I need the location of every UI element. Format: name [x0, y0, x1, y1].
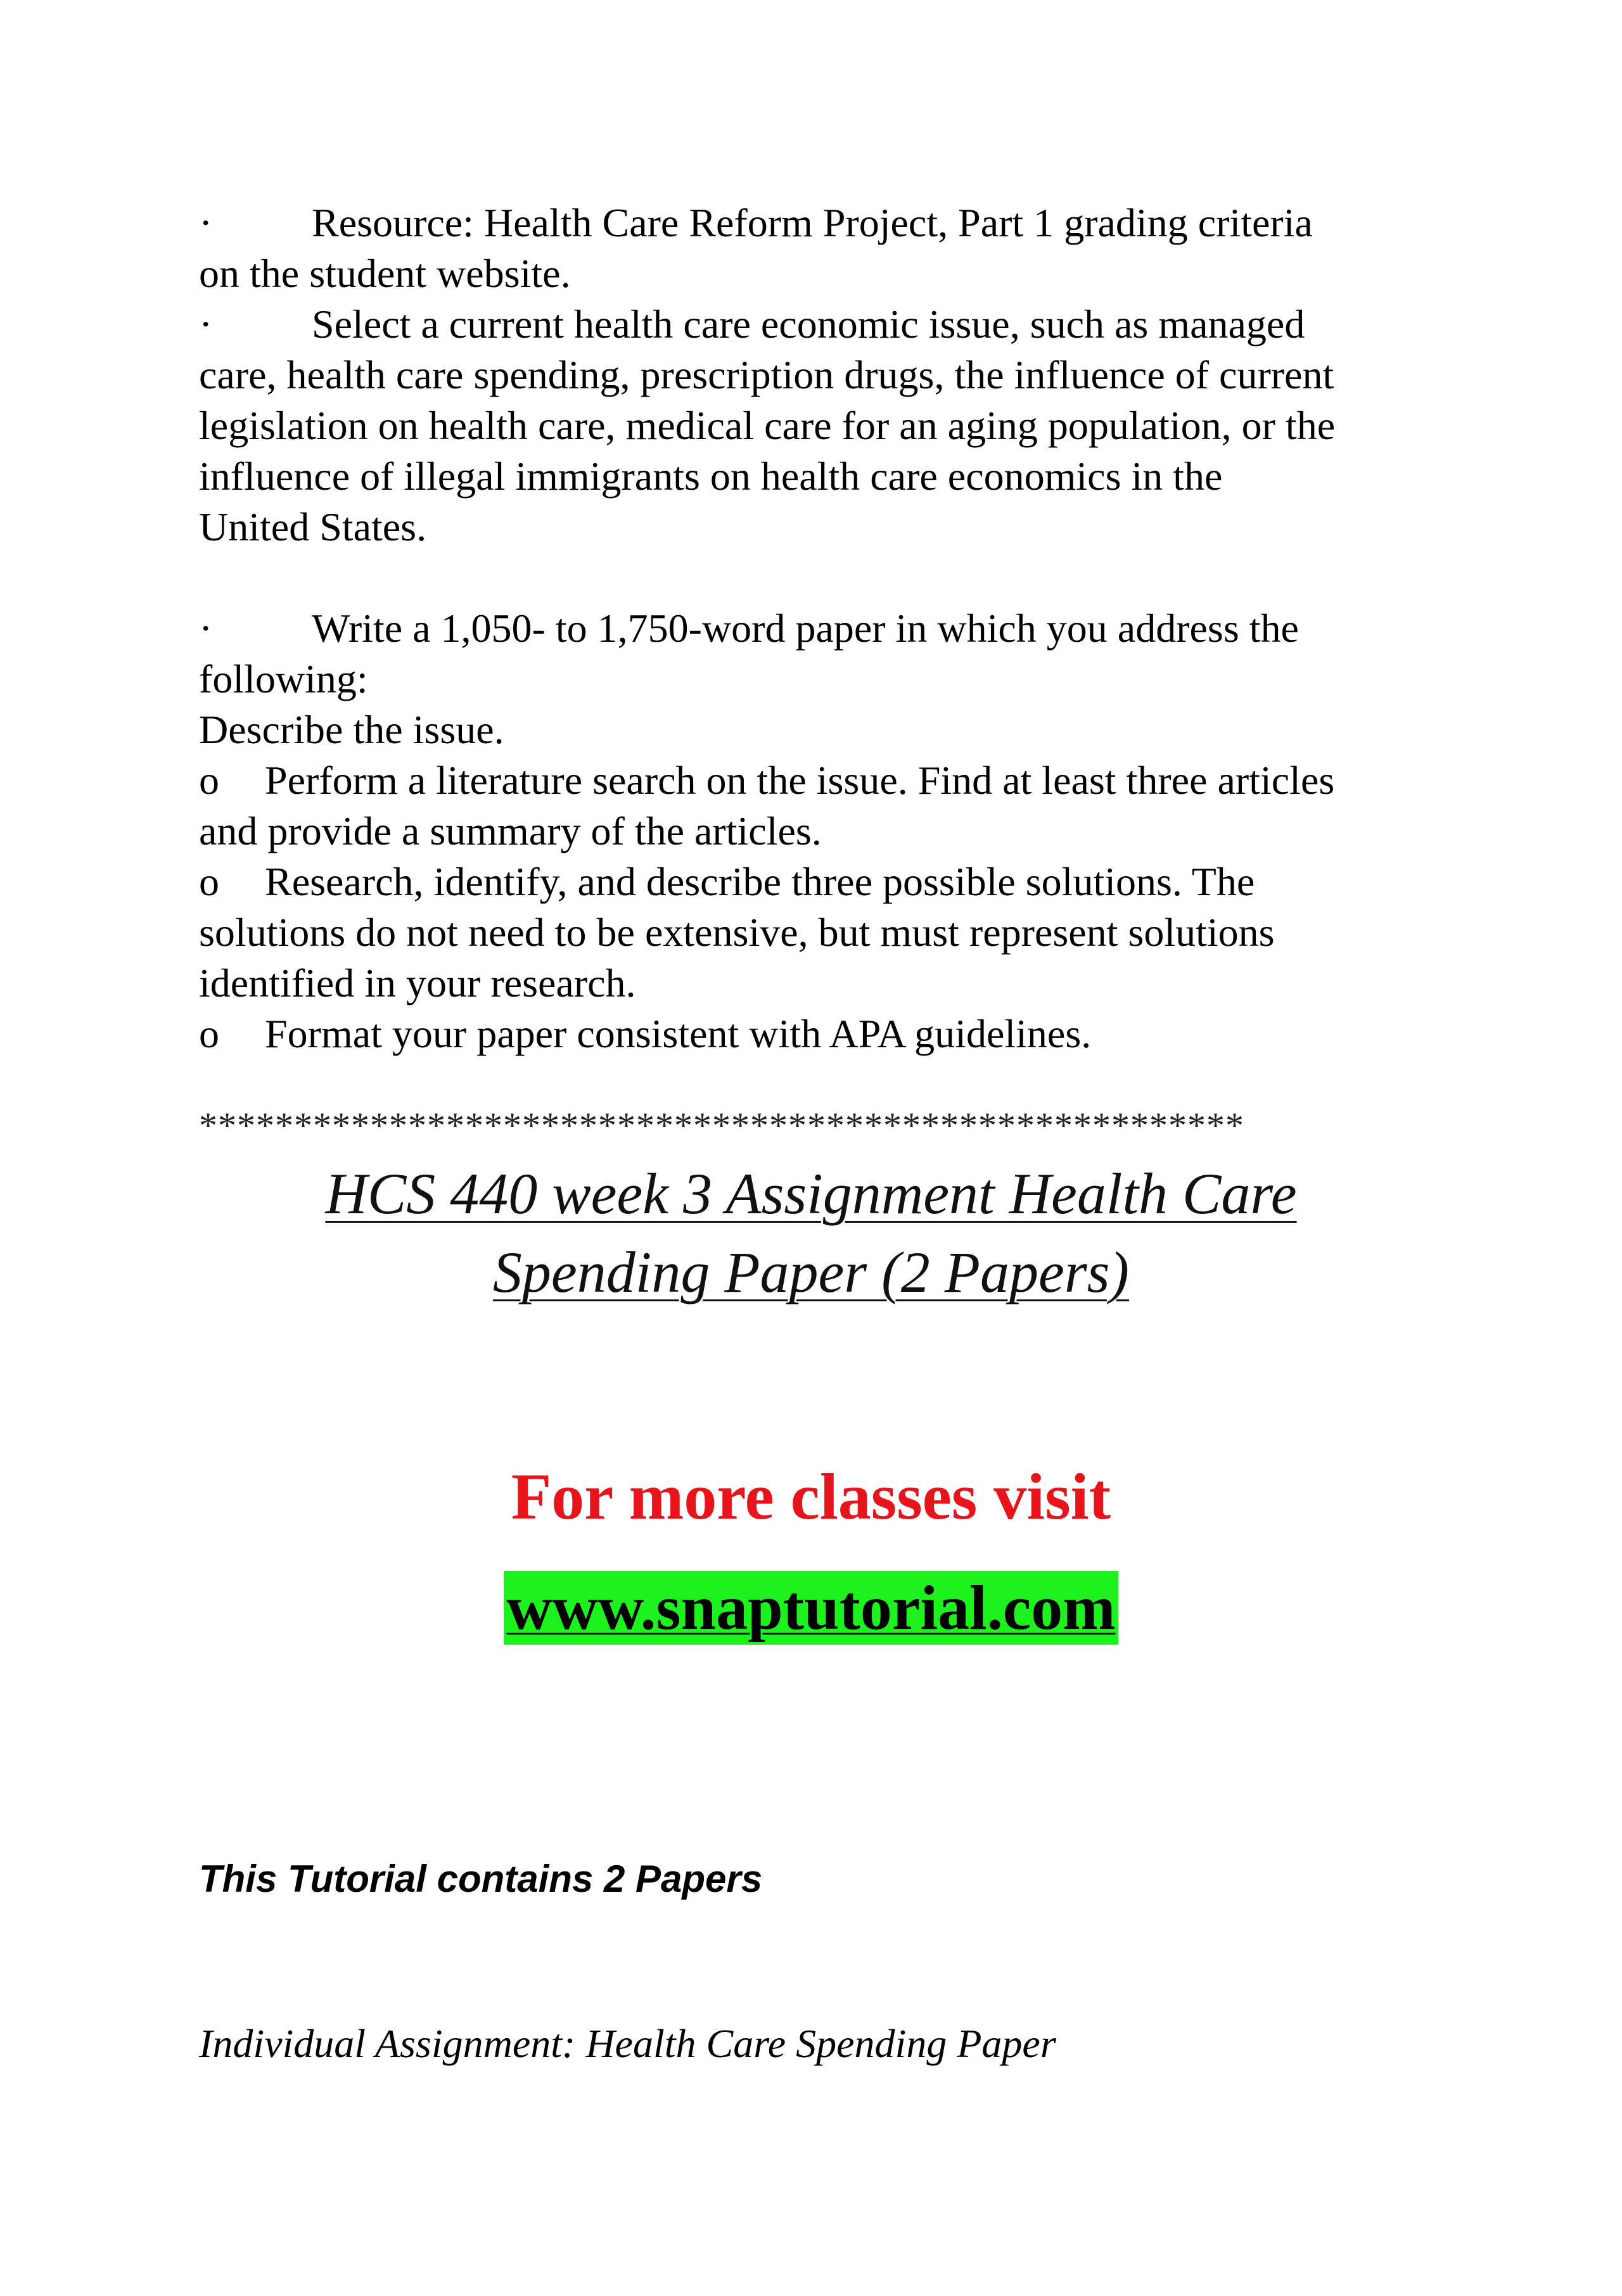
- individual-assignment-heading: Individual Assignment: Health Care Spending Paper: [199, 2021, 1056, 2066]
- research-text-1: Research, identify, and describe three possible solutions. The: [265, 859, 1255, 904]
- assignment-title-line-2: Spending Paper (2 Papers): [492, 1240, 1130, 1304]
- snaptutorial-link[interactable]: www.snaptutorial.com: [504, 1571, 1118, 1645]
- select-line-2: care, health care spending, prescription drugs, the influence of current: [199, 352, 1334, 397]
- asterisk-separator: *******************************************************: [199, 1105, 1244, 1146]
- select-text-1: Select a current health care economic issue, such as managed: [312, 302, 1305, 347]
- select-line-4: influence of illegal immigrants on health care economics in the: [199, 454, 1223, 499]
- resource-text-1: Resource: Health Care Reform Project, Part 1 grading criteria: [312, 200, 1313, 245]
- bullet-o: o: [199, 859, 219, 904]
- bullet-dot: ·: [199, 606, 213, 651]
- perform-line-1: [199, 755, 1334, 806]
- bullet-dot: ·: [199, 302, 213, 347]
- describe-line: Describe the issue.: [199, 707, 504, 752]
- tutorial-note: This Tutorial contains 2 Papers: [199, 1858, 763, 1900]
- select-line-3: legislation on health care, medical care for an aging population, or the: [199, 403, 1336, 448]
- select-line-5: United States.: [199, 504, 427, 549]
- research-line-2: solutions do not need to be extensive, but must represent solutions: [199, 910, 1275, 955]
- assignment-title-line-1: HCS 440 week 3 Assignment Health Care: [325, 1161, 1297, 1226]
- write-text-1: Write a 1,050- to 1,750-word paper in which you address the: [312, 606, 1299, 651]
- perform-line-2: and provide a summary of the articles.: [199, 808, 822, 853]
- promo-link-wrap: [0, 1571, 1622, 1645]
- write-line-1: [199, 603, 1299, 654]
- bullet-o: o: [199, 758, 219, 803]
- bullet-dot: ·: [199, 200, 213, 245]
- research-line-1: [199, 857, 1255, 907]
- format-line: [199, 1009, 1091, 1059]
- promo-text: For more classes visit: [511, 1460, 1111, 1533]
- format-text: Format your paper consistent with APA guidelines.: [265, 1011, 1092, 1056]
- research-line-3: identified in your research.: [199, 960, 636, 1005]
- perform-text-1: Perform a literature search on the issue. Find at least three articles: [265, 758, 1335, 803]
- write-line-2: following:: [199, 656, 368, 701]
- bullet-o: o: [199, 1011, 219, 1056]
- resource-line-1: [199, 198, 1313, 248]
- resource-line-2: on the student website.: [199, 251, 571, 296]
- select-line-1: [199, 299, 1305, 350]
